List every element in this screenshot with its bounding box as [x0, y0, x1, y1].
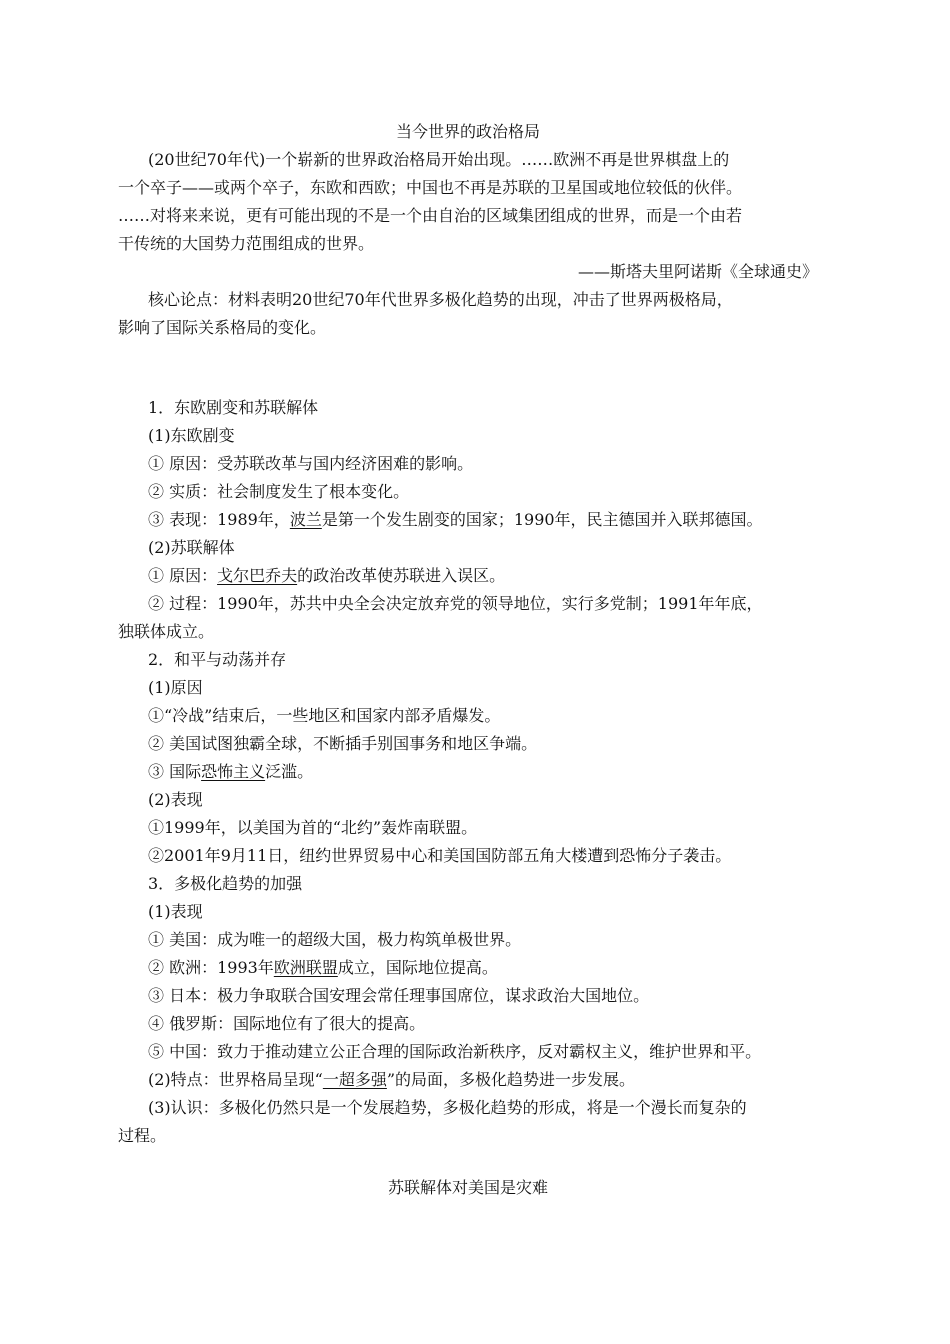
text-segment: ③ 国际 [148, 762, 202, 781]
section-2-sub-2: (2)表现 [148, 790, 203, 809]
section-3-title: 3．多极化趋势的加强 [148, 874, 303, 893]
section-1-1-a: ① 原因：受苏联改革与国内经济困难的影响。 [148, 454, 474, 473]
section-3-1-e: ⑤ 中国：致力于推动建立公正合理的国际政治新秩序，反对霸权主义，维护世界和平。 [148, 1042, 762, 1061]
section-3-sub-3-line-1: (3)认识：多极化仍然只是一个发展趋势，多极化趋势的形成，将是一个漫长而复杂的 [148, 1098, 747, 1117]
section-2-1-b: ② 美国试图独霸全球，不断插手别国事务和地区争端。 [148, 734, 538, 753]
section-1-sub-2: (2)苏联解体 [148, 538, 235, 557]
section-2-2-a: ①1999年，以美国为首的“北约”轰炸南联盟。 [148, 818, 478, 837]
bottom-title: 苏联解体对美国是灾难 [387, 1178, 548, 1197]
underlined-term: 一超多强 [322, 1070, 387, 1089]
section-3-1-b [148, 958, 498, 978]
core-line-2: 影响了国际关系格局的变化。 [118, 318, 327, 337]
text-segment: 泛滥。 [265, 762, 314, 781]
section-3-sub-1: (1)表现 [148, 902, 203, 921]
text-segment: 的政治改革使苏联进入误区。 [297, 566, 506, 585]
intro-line-4: 干传统的大国势力范围组成的世界。 [118, 234, 375, 253]
underlined-term: 恐怖主义 [201, 762, 266, 781]
intro-source: ——斯塔夫里阿诺斯《全球通史》 [577, 262, 818, 281]
text-segment: ”的局面，多极化趋势进一步发展。 [386, 1070, 636, 1089]
section-3-sub-3-line-2: 过程。 [118, 1126, 167, 1145]
underlined-term: 波兰 [289, 510, 322, 529]
text-segment: 是第一个发生剧变的国家；1990年，民主德国并入联邦德国。 [321, 510, 763, 529]
section-1-sub-1: (1)东欧剧变 [148, 426, 235, 445]
section-1-2-b-line-2: 独联体成立。 [118, 622, 215, 641]
text-segment: (2)特点：世界格局呈现“ [148, 1070, 323, 1089]
core-line-1: 核心论点：材料表明20世纪70年代世界多极化趋势的出现，冲击了世界两极格局， [148, 290, 733, 309]
section-1-title: 1．东欧剧变和苏联解体 [148, 398, 319, 417]
section-2-2-b: ②2001年9月11日，纽约世界贸易中心和美国国防部五角大楼遭到恐怖分子袭击。 [148, 846, 732, 865]
intro-line-3: ……对将来来说，更有可能出现的不是一个由自治的区域集团组成的世界，而是一个由若 [118, 206, 743, 225]
section-2-1-c [148, 762, 313, 782]
text-segment: 成立，国际地位提高。 [337, 958, 498, 977]
section-3-1-c: ③ 日本：极力争取联合国安理会常任理事国席位，谋求政治大国地位。 [148, 986, 650, 1005]
section-3-1-a: ① 美国：成为唯一的超级大国，极力构筑单极世界。 [148, 930, 522, 949]
text-segment: ③ 表现：1989年， [148, 510, 290, 529]
section-3-sub-2 [148, 1070, 635, 1090]
section-2-title: 2．和平与动荡并存 [148, 650, 287, 669]
section-1-2-a [148, 566, 505, 586]
intro-line-1: (20世纪70年代)一个崭新的世界政治格局开始出现。……欧洲不再是世界棋盘上的 [148, 150, 730, 169]
section-2-sub-1: (1)原因 [148, 678, 203, 697]
text-segment: ② 欧洲：1993年 [148, 958, 274, 977]
text-segment: ① 原因： [148, 566, 218, 585]
section-3-1-d: ④ 俄罗斯：国际地位有了很大的提高。 [148, 1014, 426, 1033]
intro-line-2: 一个卒子——或两个卒子，东欧和西欧；中国也不再是苏联的卫星国或地位较低的伙伴。 [118, 178, 743, 197]
section-1-2-b-line-1: ② 过程：1990年，苏共中央全会决定放弃党的领导地位，实行多党制；1991年年底， [148, 594, 763, 613]
underlined-term: 欧洲联盟 [273, 958, 338, 977]
underlined-term: 戈尔巴乔夫 [217, 566, 298, 585]
intro-title: 当今世界的政治格局 [395, 122, 540, 141]
section-1-1-b: ② 实质：社会制度发生了根本变化。 [148, 482, 410, 501]
section-1-1-c [148, 510, 763, 530]
section-2-1-a: ①“冷战”结束后，一些地区和国家内部矛盾爆发。 [148, 706, 501, 725]
